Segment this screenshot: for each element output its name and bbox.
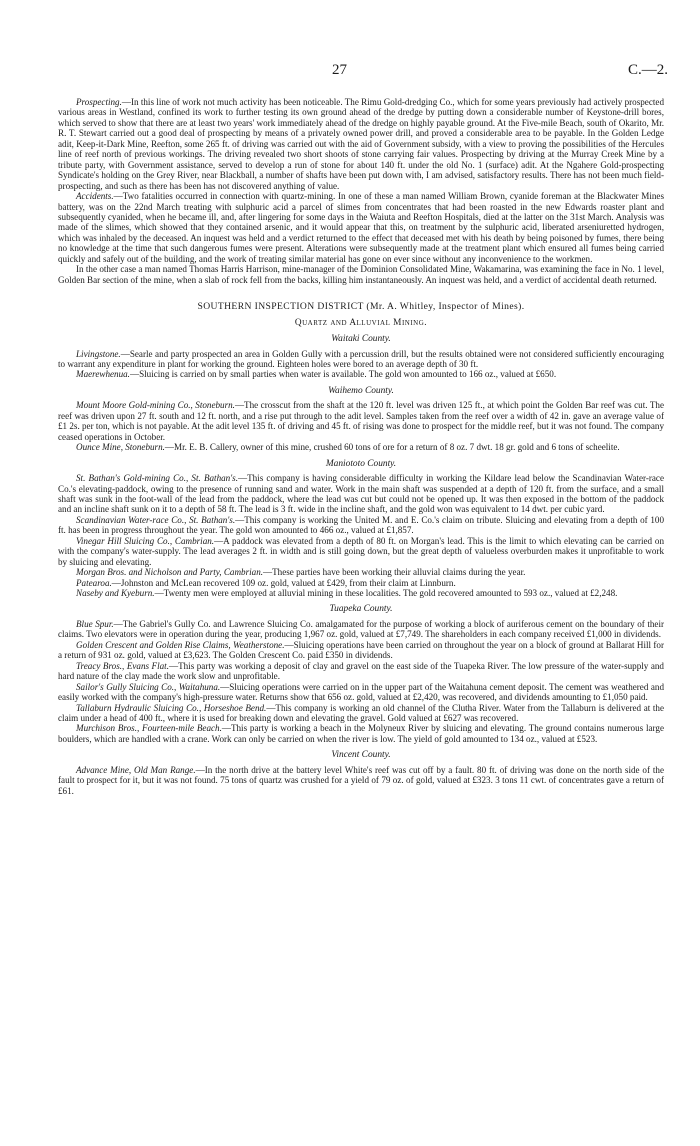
paragraph-text: —These parties have been working their alluvial claims during the year. xyxy=(263,567,526,578)
section-heading: SOUTHERN INSPECTION DISTRICT (Mr. A. Whitley, Inspector of Mines). xyxy=(197,301,525,313)
county-heading: Waihemo County. xyxy=(328,385,394,396)
paragraph-accident-second-case xyxy=(58,264,664,285)
paragraph xyxy=(58,619,664,640)
paragraph-title: Scandinavian Water-race Co., St. Bathan's. xyxy=(76,514,236,525)
paragraph xyxy=(58,400,664,442)
paragraph-text: —Sluicing operations have been carried on throughout the year on a block of ground at Ballarat Hill for a return of 931 oz. gold, valued at £3,623. The Golden Crescent Co. paid £350 in dividends. xyxy=(58,639,664,661)
paragraph-title: St. Bathan's Gold-mining Co., St. Bathan's. xyxy=(76,473,238,484)
paragraph-title: Accidents. xyxy=(76,191,114,202)
paragraph-title: Advance Mine, Old Man Range. xyxy=(76,764,196,775)
paragraph xyxy=(58,765,664,796)
paragraph-text: —The Gabriel's Gully Co. and Lawrence Sluicing Co. amalgamated for the purpose of working a block of auriferous cement on the boundary of their claims. Two elevators were in operation during the year, producing 1,967 oz. gold, valued at £7,749. The shareholders in each company received £1,000 in dividends. xyxy=(58,618,664,640)
paragraph-text: —Mr. E. B. Callery, owner of this mine, crushed 60 tons of ore for a return of 8 oz. 7 dwt. 18 gr. gold and 6 tons of scheelite. xyxy=(164,442,620,453)
paragraph-text: —Twenty men were employed at alluvial mining in these localities. The gold recovered amounted to 593 oz., valued at £2,248. xyxy=(154,588,618,599)
paragraph-title: Ounce Mine, Stoneburn. xyxy=(76,442,165,453)
document-reference: C.—2. xyxy=(628,62,669,78)
page-number: 27 xyxy=(332,62,347,78)
paragraph xyxy=(58,723,664,744)
paragraph xyxy=(58,682,664,703)
paragraph-title: Patearoa. xyxy=(76,577,112,588)
paragraph-title: Blue Spur. xyxy=(76,618,114,629)
paragraph-text: In the other case a man named Thomas Harris Harrison, mine-manager of the Dominion Consolidated Mine, Wakamarina, was examining the face in No. 1 level, Golden Bar section of the mine, when a slab of rock fell from the backs, killing him instantaneously. An inquest was held, and a verdict of accidental death returned. xyxy=(58,264,664,285)
paragraph-title: Vinegar Hill Sluicing Co., Cambrian. xyxy=(76,535,215,546)
paragraph-text: —Johnston and McLean recovered 109 oz. gold, valued at £429, from their claim at Linnburn. xyxy=(111,577,456,588)
paragraph-title: Tallaburn Hydraulic Sluicing Co., Horseshoe Bend. xyxy=(76,702,267,713)
paragraph-text: —This company is working the United M. and E. Co.'s claim on tribute. Sluicing and elevating from a depth of 100 ft. has been in progress throughout the year. The gold won amounted to 466 oz., valued at £1,857. xyxy=(58,514,664,536)
paragraph xyxy=(58,536,664,567)
paragraph-text: —In the north drive at the battery level White's reef was cut off by a fault. 80 ft. of driving was done on the north side of the fault to prospect for it, but it was not found. 75 tons of quartz was crushed for a yield of 79 oz. of gold, valued at £323. 3 tons 11 cwt. of concentrates gave a return of £61. xyxy=(58,764,664,796)
paragraph-text: —The crosscut from the shaft at the 120 ft. level was driven 125 ft., at which point the Golden Bar reef was cut. The reef was driven upon 27 ft. south and 12 ft. north, and a rise put through to the adit level. Samples taken from the reef over a width of 42 in. gave an average value of £1 2s. per ton, which is not payable. At the adit level 135 ft. of driving and 45 ft. of rising was done to prospect for the middle reef, but it was not found. The company ceased operations in October. xyxy=(58,400,664,442)
paragraph-text: —Searle and party prospected an area in Golden Gully with a percussion drill, but the results obtained were not considered sufficiently encouraging to warrant any expenditure in plant for working the ground. Eighteen holes were bored to an average depth of 30 ft. xyxy=(58,348,664,369)
paragraph-title: Livingstone. xyxy=(76,348,121,359)
paragraph xyxy=(58,515,664,536)
county-heading: Waitaki County. xyxy=(331,334,391,345)
county-heading: Tuapeka County. xyxy=(329,604,393,615)
paragraph-accidents xyxy=(58,191,664,264)
paragraph-text: —A paddock was elevated from a depth of 80 ft. on Morgan's lead. This is the limit to which elevating can be carried on with the company's water-supply. The lead averages 2 ft. in width and is still going down, but the great depth of valueless overburden makes it unprofitable to work by sluicing and elevating. xyxy=(58,535,664,567)
paragraph-title: Naseby and Kyeburn. xyxy=(76,588,155,599)
paragraph-title: Treacy Bros., Evans Flat. xyxy=(76,660,169,671)
paragraph-text: —This party is working a beach in the Molyneux River by sluicing and elevating. The ground contains numerous large boulders, which are handled with a crane. Work can only be carried on when the river is low. The yield of gold amounted to 134 oz., valued at £523. xyxy=(58,723,664,744)
paragraph-title: Prospecting. xyxy=(76,97,122,107)
county-heading: Vincent County. xyxy=(331,750,391,761)
page-header xyxy=(0,62,700,82)
paragraph xyxy=(58,661,664,682)
paragraph-text: —This party was working a deposit of clay and gravel on the east side of the Tuapeka River. The low pressure of the water-supply and hard nature of the clay made the work slow and unprofitable. xyxy=(58,660,664,682)
paragraph-title: Golden Crescent and Golden Rise Claims, Weatherstone. xyxy=(76,639,285,650)
paragraph xyxy=(58,473,664,515)
paragraph xyxy=(58,578,664,588)
paragraph-title: Maerewhenua. xyxy=(76,369,130,380)
paragraph-text: —Two fatalities occurred in connection with quartz-mining. In one of these a man named William Brown, cyanide foreman at the Blackwater Mines battery, was on the 22nd March treating with sulphuric acid a parcel of slimes from concentrates that had been roasted in the new Edwards roaster plant and subsequently cyanided, when he became ill, and, after lingering for some days in the Waiuta and Reefton Hospitals, died at the latter on the 31st March. Analysis was made of the slimes, which showed that they contained arsenic, and it would appear that this, on treatment by the sulphuric acid, liberated arseniuretted hydrogen, which was inhaled by the deceased. An inquest was held and a verdict returned to the effect that deceased met with his death by being poisoned by fumes, there being no knowledge at the time that such dangerous fumes were present. Alterations were subsequently made at the treatment plant which ensured all fumes being carried quickly and safely out of the building, and the work of treating similar material has gone on ever since without any inconvenience to the workmen. xyxy=(58,191,664,264)
paragraph xyxy=(58,588,664,598)
paragraph xyxy=(58,349,664,370)
paragraph-title: Murchison Bros., Fourteen-mile Beach. xyxy=(76,723,222,734)
county-heading: Maniototo County. xyxy=(325,458,397,469)
paragraph-prospecting xyxy=(58,97,664,191)
sub-heading: Quartz and Alluvial Mining. xyxy=(294,317,428,328)
paragraph-title: Sailor's Gully Sluicing Co., Waitahuna. xyxy=(76,681,221,692)
paragraph-text: —Sluicing is carried on by small parties when water is available. The gold won amounted to 166 oz., valued at £650. xyxy=(129,369,557,380)
paragraph xyxy=(58,640,664,661)
paragraph xyxy=(58,442,664,452)
paragraph xyxy=(58,703,664,724)
paragraph-title: Morgan Bros. and Nicholson and Party, Cambrian. xyxy=(76,567,264,578)
paragraph-text: —Sluicing operations were carried on in the upper part of the Waitahuna cement deposit. The cement was weathered and easily worked with the company's high-pressure water. Returns show that 656 oz. gold, valued at £2,420, was recovered, and dividends amounting to £1,050 paid. xyxy=(58,681,665,703)
paragraph xyxy=(58,369,664,379)
paragraph-title: Mount Moore Gold-mining Co., Stoneburn. xyxy=(76,400,235,411)
paragraph-text: —This company is having considerable difficulty in working the Kildare lead below the Scandinavian Water-race Co.'s elevating-paddock, owing to the presence of running sand and water. Work in the main shaft was suspended at a depth of 120 ft. from the surface, and a small shaft was sunk in the foot-wall of the lead from the paddock, where the lead was cut but could not be opened up. It was then exposed in the bottom of the paddock and an incline shaft sunk on it to a depth of 58 ft. The lead is 3 ft. wide in the incline shaft, and the gold won was equivalent to 14 dwt. per cubic yard. xyxy=(58,473,664,515)
document-body xyxy=(58,97,664,796)
paragraph-text: —In this line of work not much activity has been noticeable. The Rimu Gold-dredging Co., which for some years previously had actively prospected various areas in Westland, confined its work to further testing its own ground ahead of the dredge by putting down a considerable number of Keystone-drill bores, which served to show that there are at least two years' work immediately ahead of the dredge on highly payable ground. At the Five-mile Beach, south of Okarito, Mr. R. T. Stewart carried out a good deal of prospecting by means of a privately owned power drill, and proved a considerable area to be payable. In the Golden Ledge adit, Keep-it-Dark Mine, Reefton, some 265 ft. of driving was carried out with the aid of Government subsidy, with a view to proving the possibilities of the Hercules line of reef north of previous workings. The driving revealed two short shoots of stone carrying fair values. Prospecting by driving at the Murray Creek Mine by a tribute party, with Government assistance, served to develop a run of stone for about 140 ft. under the old No. 1 (surface) adit. At the Ngahere Gold-prospecting Syndicate's holding on the Grey River, near Blackball, a number of shafts have been put down with, I am advised, satisfactory results. There has not been much field-prospecting, and such as there has been has not discovered anything of value. xyxy=(58,97,664,191)
paragraph-text: —This company is working an old channel of the Clutha River. Water from the Tallaburn is delivered at the claim under a head of 400 ft., where it is used for breaking down and elevating the gravel. Gold valued at £627 was recovered. xyxy=(58,702,664,724)
paragraph xyxy=(58,567,664,577)
